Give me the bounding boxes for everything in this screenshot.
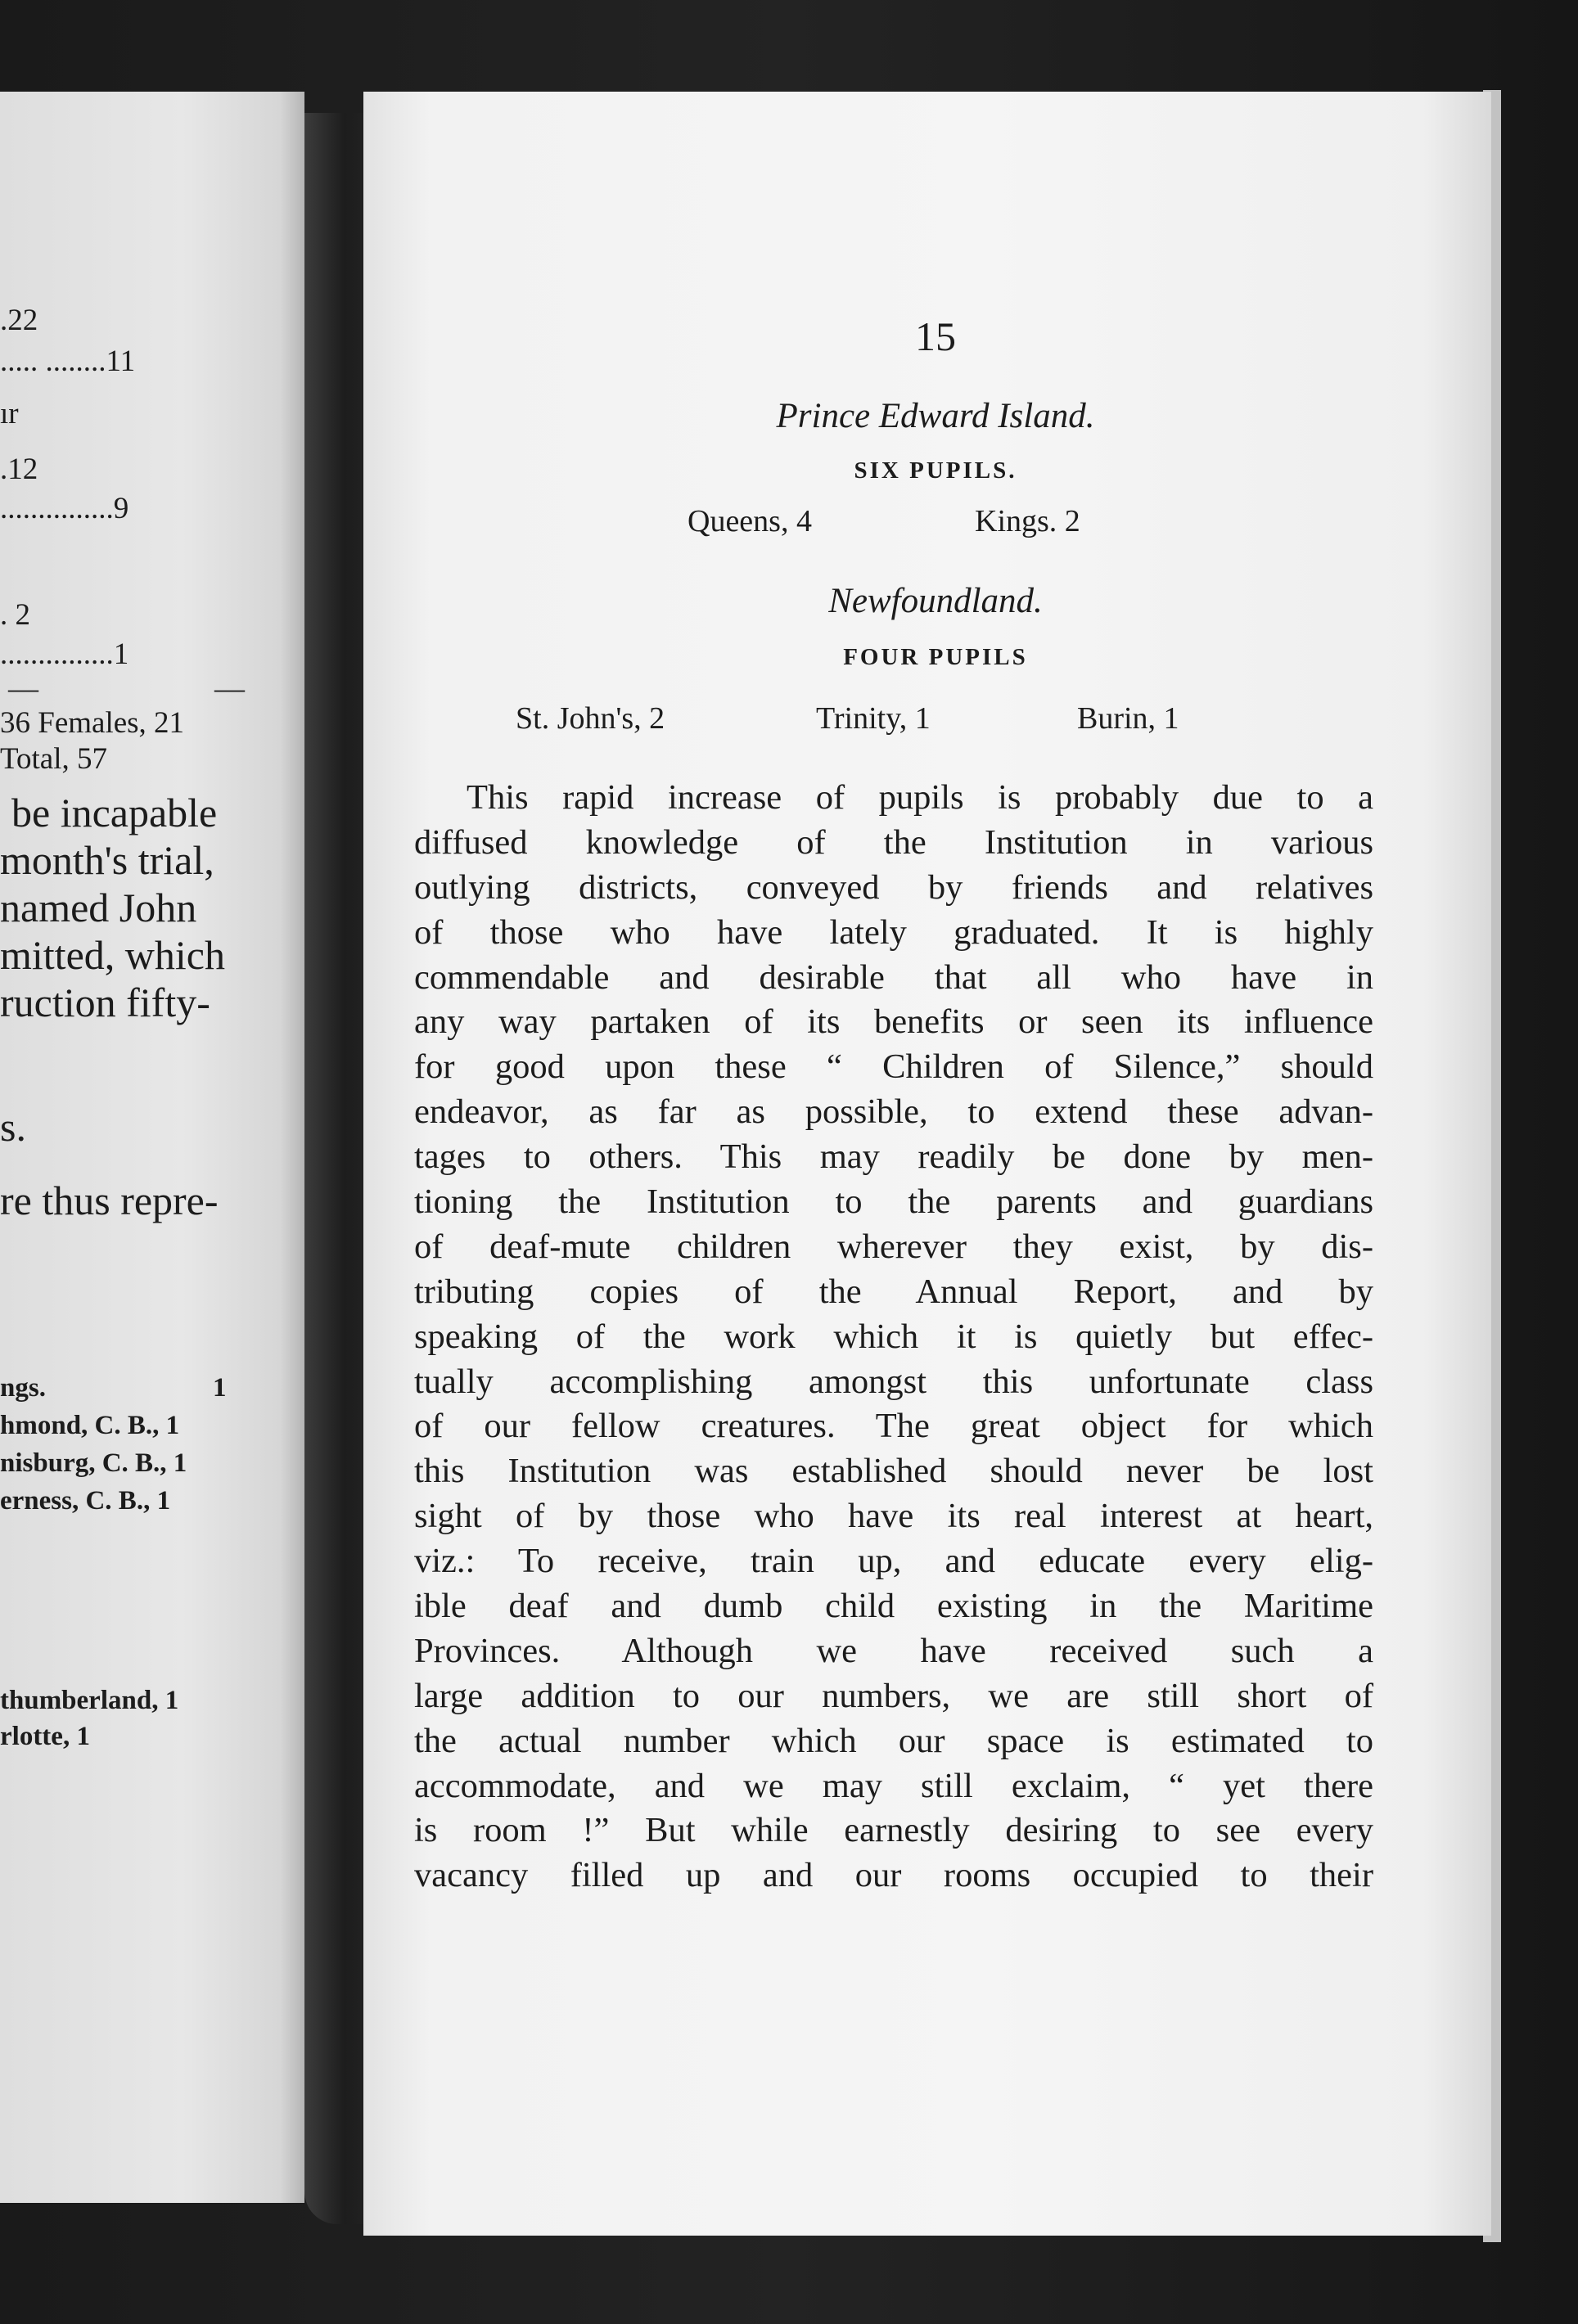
body-line: sight of by those who have its real interest at heart, xyxy=(414,1497,1373,1536)
previous-page-line: ngs. xyxy=(0,1373,46,1403)
previous-page-line: ..... ........11 xyxy=(0,345,136,378)
previous-page-line: erness, C. B., 1 xyxy=(0,1486,171,1516)
newfoundland-count-st-johns: St. John's, 2 xyxy=(516,701,665,736)
pei-count-kings: Kings. 2 xyxy=(975,504,1080,538)
pei-subheading: SIX PUPILS. xyxy=(854,457,1017,484)
previous-page-line: ır xyxy=(0,397,19,430)
body-line: large addition to our numbers, we are still short of xyxy=(414,1676,1373,1715)
previous-page-line: . 2 xyxy=(0,598,30,632)
previous-page-line: .22 xyxy=(0,304,38,337)
newfoundland-heading: Newfoundland. xyxy=(828,582,1043,620)
body-line: tributing copies of the Annual Report, and by xyxy=(414,1272,1373,1311)
body-paragraph xyxy=(414,776,1373,1898)
previous-page-line: Total, 57 xyxy=(0,742,107,776)
body-line: any way partaken of its benefits or seen its influence xyxy=(414,1002,1373,1042)
current-page xyxy=(363,92,1491,2236)
body-line: Provinces. Although we have received such a xyxy=(414,1631,1373,1670)
body-line: of our fellow creatures. The great object for which xyxy=(414,1407,1373,1446)
previous-page-line: hmond, C. B., 1 xyxy=(0,1411,180,1440)
previous-page-line: named John xyxy=(0,885,197,930)
body-line: tually accomplishing amongst this unfortunate class xyxy=(414,1362,1373,1401)
previous-page-line: thumberland, 1 xyxy=(0,1686,179,1715)
previous-page-line: .12 xyxy=(0,453,38,486)
previous-page-line: 36 Females, 21 xyxy=(0,706,185,740)
body-line: diffused knowledge of the Institution in various xyxy=(414,822,1373,862)
previous-page-line: 1 xyxy=(213,1373,227,1403)
body-line: tages to others. This may readily be done by men- xyxy=(414,1137,1373,1177)
body-line: for good upon these “ Children of Silence,” should xyxy=(414,1047,1373,1087)
newfoundland-count-burin: Burin, 1 xyxy=(1077,701,1179,736)
body-line: outlying districts, conveyed by friends and relatives xyxy=(414,867,1373,907)
previous-page-line: — xyxy=(214,672,245,705)
previous-page-line: ...............1 xyxy=(0,637,129,671)
previous-page-line: re thus repre- xyxy=(0,1178,219,1223)
previous-page-line: month's trial, xyxy=(0,837,214,883)
body-line: endeavor, as far as possible, to extend these advan- xyxy=(414,1092,1373,1132)
body-line: tioning the Institution to the parents and guardians xyxy=(414,1182,1373,1222)
body-line: is room !” But while earnestly desiring to see every xyxy=(414,1811,1373,1850)
body-line: speaking of the work which it is quietly but effec- xyxy=(414,1317,1373,1356)
body-line: commendable and desirable that all who have in xyxy=(414,957,1373,997)
pei-count-queens: Queens, 4 xyxy=(688,504,812,538)
body-line: This rapid increase of pupils is probably due to a xyxy=(467,778,1373,817)
previous-page-fragment xyxy=(0,92,304,2203)
previous-page-line: ...............9 xyxy=(0,492,129,525)
newfoundland-count-trinity: Trinity, 1 xyxy=(816,701,931,736)
body-line: vacancy filled up and our rooms occupied to their xyxy=(414,1856,1373,1895)
previous-page-line: be incapable xyxy=(11,790,218,835)
body-line: of deaf-mute children wherever they exist, by dis- xyxy=(414,1227,1373,1266)
page-number: 15 xyxy=(915,313,956,359)
body-line: ible deaf and dumb child existing in the Maritime xyxy=(414,1587,1373,1626)
newfoundland-subheading: FOUR PUPILS xyxy=(843,644,1028,670)
body-line: the actual number which our space is estimated to xyxy=(414,1721,1373,1760)
body-line: of those who have lately graduated. It is highly xyxy=(414,912,1373,952)
body-line: accommodate, and we may still exclaim, “ yet there xyxy=(414,1766,1373,1805)
previous-page-line: mitted, which xyxy=(0,932,225,978)
previous-page-line: rlotte, 1 xyxy=(0,1722,90,1751)
previous-page-line: nisburg, C. B., 1 xyxy=(0,1448,187,1478)
body-line: this Institution was established should never be lost xyxy=(414,1452,1373,1491)
body-line: viz.: To receive, train up, and educate every elig- xyxy=(414,1542,1373,1581)
previous-page-line: — xyxy=(8,672,38,705)
pei-heading: Prince Edward Island. xyxy=(776,397,1095,435)
previous-page-line: ruction fifty- xyxy=(0,980,210,1025)
previous-page-line: s. xyxy=(0,1104,26,1150)
